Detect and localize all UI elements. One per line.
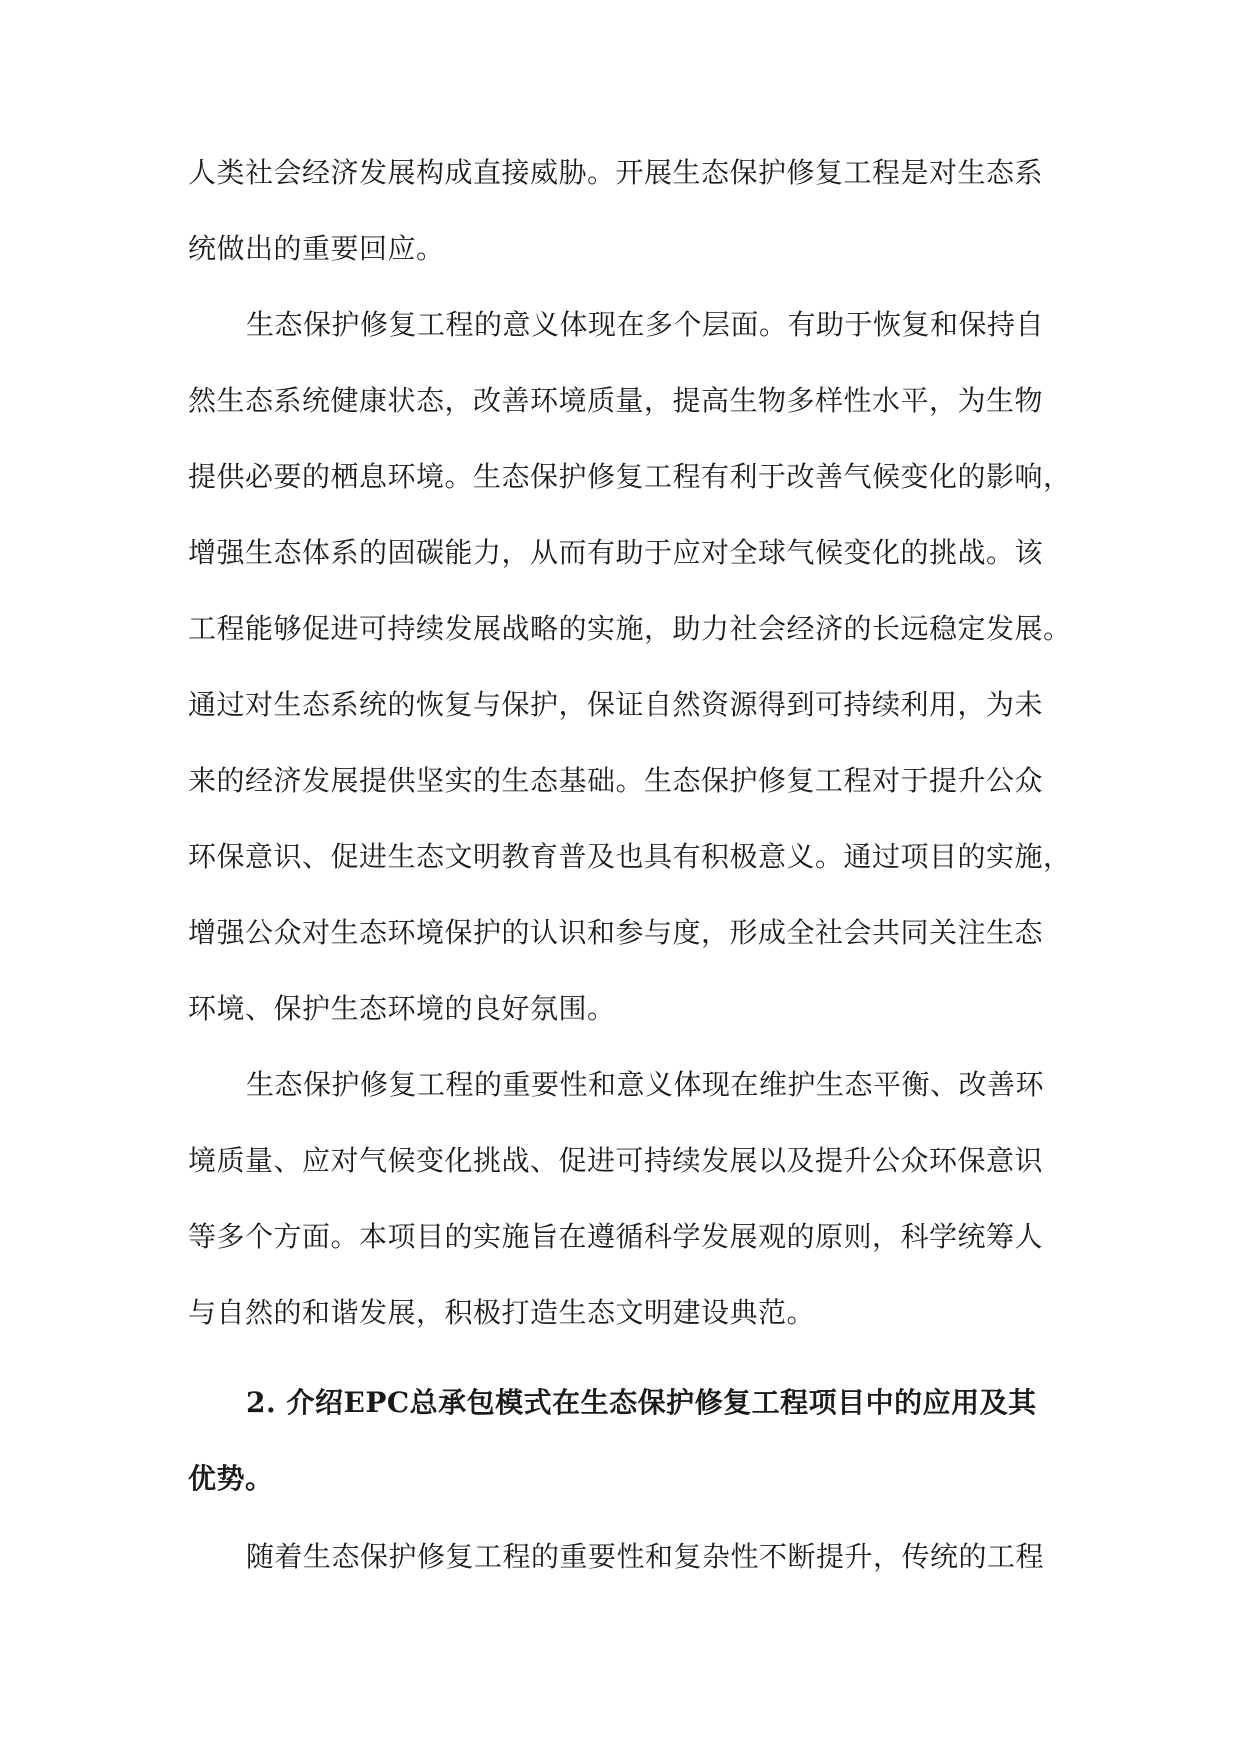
text-line: 人类社会经济发展构成直接威胁。开展生态保护修复工程是对生态系 [188, 156, 1044, 189]
text-line: 与自然的和谐发展，积极打造生态文明建设典范。 [188, 1296, 816, 1329]
section-heading: 2. 介绍EPC总承包模式在生态保护修复工程项目中的应用及其 [246, 1386, 1037, 1419]
text-line: 增强公众对生态环境保护的认识和参与度，形成全社会共同关注生态 [188, 916, 1044, 949]
paragraph-start-line: 生态保护修复工程的意义体现在多个层面。有助于恢复和保持自 [246, 308, 1045, 341]
text-line: 境质量、应对气候变化挑战、促进可持续发展以及提升公众环保意识 [188, 1144, 1044, 1177]
text-line: 环境、保护生态环境的良好氛围。 [188, 992, 616, 1025]
text-line: 环保意识、促进生态文明教育普及也具有积极意义。通过项目的实施， [188, 840, 1072, 873]
section-heading-continued: 优势。 [188, 1462, 274, 1495]
paragraph-start-line: 随着生态保护修复工程的重要性和复杂性不断提升，传统的工程 [246, 1540, 1045, 1573]
text-line: 然生态系统健康状态，改善环境质量，提高生物多样性水平，为生物 [188, 384, 1044, 417]
text-line: 通过对生态系统的恢复与保护，保证自然资源得到可持续利用，为未 [188, 688, 1044, 721]
text-line: 增强生态体系的固碳能力，从而有助于应对全球气候变化的挑战。该 [188, 536, 1044, 569]
text-line: 工程能够促进可持续发展战略的实施，助力社会经济的长远稳定发展。 [188, 612, 1072, 645]
paragraph-start-line: 生态保护修复工程的重要性和意义体现在维护生态平衡、改善环 [246, 1068, 1045, 1101]
text-line: 提供必要的栖息环境。生态保护修复工程有利于改善气候变化的影响， [188, 460, 1072, 493]
text-line: 等多个方面。本项目的实施旨在遵循科学发展观的原则，科学统筹人 [188, 1220, 1044, 1253]
text-line: 来的经济发展提供坚实的生态基础。生态保护修复工程对于提升公众 [188, 764, 1044, 797]
text-line: 统做出的重要回应。 [188, 232, 445, 265]
